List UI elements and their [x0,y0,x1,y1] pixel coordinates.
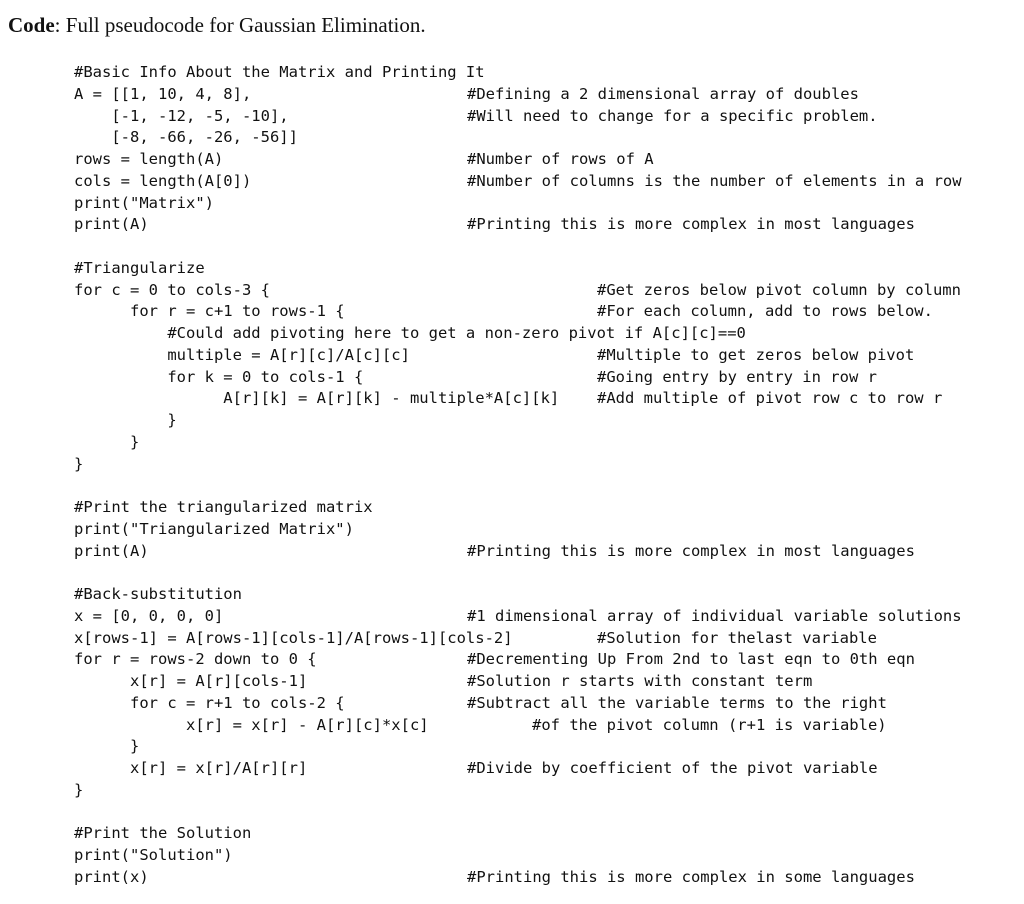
code-text: #Print the Solution [74,824,252,843]
code-comment: #Number of columns is the number of elements in a row [467,171,962,190]
code-text: A[r][k] = A[r][k] - multiple*A[c][k] [74,389,560,408]
code-text: print(x) [74,867,149,886]
code-text: } [74,432,140,451]
code-comment: #Number of rows of A [467,150,654,168]
code-text: for r = c+1 to rows-1 { [74,302,345,321]
code-comment: #Going entry by entry in row r [597,367,877,386]
code-text: [-8, -66, -26, -56]] [74,128,298,147]
code-text: #Print the triangularized matrix [74,498,373,516]
code-text: #Could add pivoting here to get a non-zero pivot if A[c][c]==0 [74,324,746,342]
code-text: [-1, -12, -5, -10], [74,106,289,125]
code-text: } [74,780,84,799]
code-comment: #Will need to change for a specific problem. [467,106,878,125]
code-text: print("Matrix") [74,193,214,212]
code-text: #Triangularize [74,258,205,277]
code-text: x[r] = x[r] - A[r][c]*x[c] [74,715,429,734]
code-comment: #Add multiple of pivot row c to row r [597,389,943,408]
code-text: for r = rows-2 down to 0 { [74,650,317,669]
code-text: x = [0, 0, 0, 0] [74,606,224,625]
code-text: x[r] = A[r][cols-1] [74,672,308,690]
code-text: rows = length(A) [74,150,224,168]
code-text: print(A) [74,541,149,560]
caption-title: Full pseudocode for Gaussian Elimination. [65,13,426,37]
code-comment: #Printing this is more complex in most languages [467,541,915,560]
code-text: x[r] = x[r]/A[r][r] [74,759,308,777]
code-text: #Back-substitution [74,585,242,603]
code-text: print("Triangularized Matrix") [74,519,354,538]
code-comment: #Decrementing Up From 2nd to last eqn to 0th eqn [467,650,915,669]
code-text: } [74,454,84,473]
code-comment: #Subtract all the variable terms to the right [467,693,887,712]
code-text: A = [[1, 10, 4, 8], [74,84,252,103]
code-text: cols = length(A[0]) [74,171,252,190]
code-comment: #of the pivot column (r+1 is variable) [532,715,887,734]
code-comment: #Divide by coefficient of the pivot variable [467,759,878,777]
code-text: print(A) [74,215,149,234]
code-text: x[rows-1] = A[rows-1][cols-1]/A[rows-1][cols-2] [74,628,513,647]
code-caption [8,12,426,38]
code-comment: #1 dimensional array of individual variable solutions [467,606,962,625]
code-text: multiple = A[r][c]/A[c][c] [74,345,410,364]
code-text: for k = 0 to cols-1 { [74,367,364,386]
caption-label: Code [8,13,55,37]
code-text: print("Solution") [74,846,233,864]
code-comment: #Get zeros below pivot column by column [597,280,961,299]
code-comment: #Solution r starts with constant term [467,672,813,690]
code-comment: #Solution for thelast variable [597,628,877,647]
code-comment: #Printing this is more complex in most languages [467,215,915,234]
code-comment: #For each column, add to rows below. [597,302,933,321]
code-text: #Basic Info About the Matrix and Printing It [74,63,485,81]
caption-colon: : [54,13,61,37]
code-comment: #Defining a 2 dimensional array of doubles [467,84,859,103]
code-comment: #Printing this is more complex in some languages [467,867,915,886]
code-comment: #Multiple to get zeros below pivot [597,345,915,364]
code-text: } [74,737,140,756]
code-text: for c = 0 to cols-3 { [74,280,270,299]
code-text: for c = r+1 to cols-2 { [74,693,345,712]
code-text: } [74,411,177,429]
